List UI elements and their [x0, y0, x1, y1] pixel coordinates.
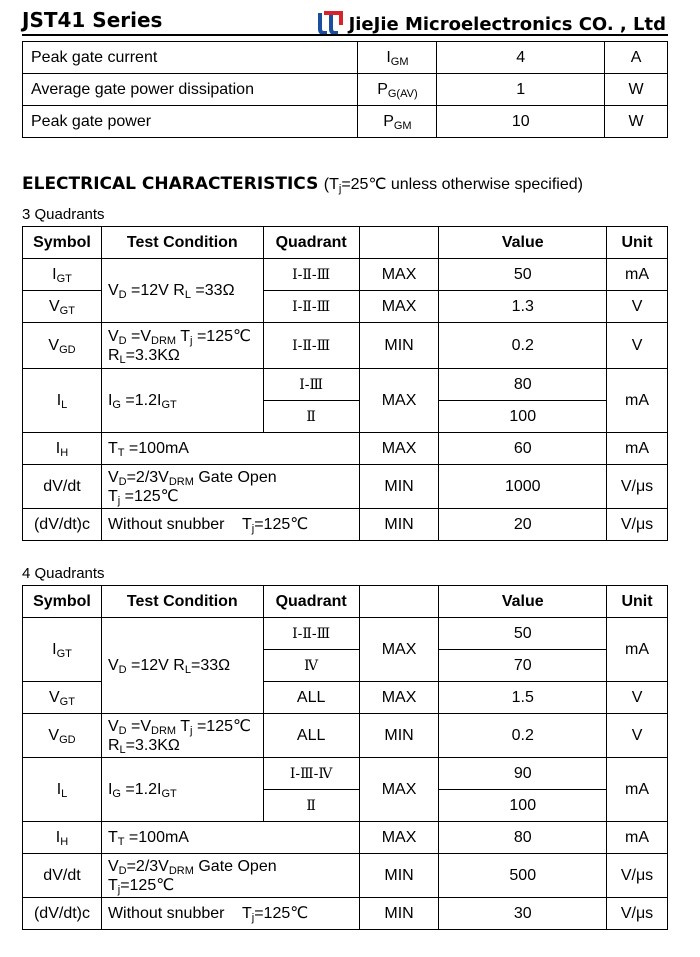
unit-cell: A: [605, 42, 668, 74]
col-test-condition: Test Condition: [101, 227, 263, 259]
symbol-cell: (dV/dt)c: [23, 509, 102, 541]
ratings-table: [22, 41, 668, 138]
limit-cell: MAX: [359, 433, 439, 465]
limit-cell: MIN: [359, 714, 439, 758]
test-condition-cell: $I_G =1.2I_{GT}$: [101, 758, 263, 822]
symbol-cell: $P_{GM}$: [358, 106, 437, 138]
value-cell: 1.5: [439, 682, 607, 714]
value-cell: 1000: [439, 465, 607, 509]
col-unit: Unit: [607, 586, 668, 618]
table-header-row: [23, 586, 668, 618]
col-value: Value: [439, 586, 607, 618]
quadrant-cell: Ⅰ-Ⅲ-Ⅳ: [263, 758, 359, 790]
unit-cell: V/μs: [607, 509, 668, 541]
value-cell: 100: [439, 790, 607, 822]
symbol-cell: $I_L$: [23, 369, 102, 433]
quadrant-cell: Ⅳ: [263, 650, 359, 682]
symbol-cell: $V_{GD}$: [23, 323, 102, 369]
unit-cell: W: [605, 74, 668, 106]
table-row: [23, 509, 668, 541]
symbol-cell: $V_{GD}$: [23, 714, 102, 758]
param-cell: Peak gate power: [23, 106, 358, 138]
table-row: [23, 618, 668, 650]
unit-cell: V: [607, 323, 668, 369]
quadrant-cell: Ⅱ: [263, 401, 359, 433]
quadrant-cell: ALL: [263, 682, 359, 714]
test-condition-cell: $I_G =1.2I_{GT}$: [101, 369, 263, 433]
symbol-cell: dV/dt: [23, 854, 102, 898]
value-cell: 4: [437, 42, 605, 74]
value-cell: 0.2: [439, 714, 607, 758]
value-cell: 1: [437, 74, 605, 106]
symbol-cell: $I_{GT}$: [23, 259, 102, 291]
limit-cell: MIN: [359, 509, 439, 541]
symbol-cell: $I_H$: [23, 433, 102, 465]
value-cell: 0.2: [439, 323, 607, 369]
test-condition-cell: $V_D=2/3V_{DRM}$ Gate Open $T_j=125℃$: [101, 854, 359, 898]
table-row: [23, 323, 668, 369]
value-cell: 100: [439, 401, 607, 433]
table-row: [23, 854, 668, 898]
value-cell: 500: [439, 854, 607, 898]
quadrant-cell: Ⅰ-Ⅱ-Ⅲ: [263, 291, 359, 323]
limit-cell: MAX: [359, 291, 439, 323]
company-name-text: JieJie Microelectronics CO. , Ltd: [348, 13, 666, 35]
table-row: [23, 42, 668, 74]
limit-cell: MIN: [359, 854, 439, 898]
limit-cell: MAX: [359, 758, 439, 822]
col-limit: [359, 227, 439, 259]
unit-cell: mA: [607, 822, 668, 854]
table-row: [23, 433, 668, 465]
table-row: [23, 822, 668, 854]
quadrant-cell: Ⅰ-Ⅱ-Ⅲ: [263, 259, 359, 291]
test-condition-cell: $V_D=2/3V_{DRM}$ Gate Open $T_j$ =125℃: [101, 465, 359, 509]
table-row: [23, 714, 668, 758]
table-row: [23, 898, 668, 930]
q3-title: 3 Quadrants: [22, 206, 105, 223]
limit-cell: MAX: [359, 822, 439, 854]
table-row: [23, 259, 668, 291]
symbol-cell: (dV/dt)c: [23, 898, 102, 930]
value-cell: 70: [439, 650, 607, 682]
value-cell: 80: [439, 369, 607, 401]
symbol-cell: $V_{GT}$: [23, 291, 102, 323]
symbol-cell: $P_{G(AV)}$: [358, 74, 437, 106]
unit-cell: W: [605, 106, 668, 138]
header-rule: [22, 34, 668, 36]
section-title: ELECTRICAL CHARACTERISTICS ($T_j=25℃$ unless otherwise specified): [22, 174, 583, 195]
limit-cell: MAX: [359, 259, 439, 291]
test-condition-cell: $T_T =100mA$: [101, 433, 359, 465]
q3-table: [22, 226, 668, 541]
param-cell: Peak gate current: [23, 42, 358, 74]
unit-cell: V: [607, 714, 668, 758]
table-row: [23, 465, 668, 509]
test-condition-cell: $V_D =V_{DRM}$ $T_j$ =125℃ $R_L=3.3K\Omega$: [101, 714, 263, 758]
test-condition-cell: Without snubber $T_j=125℃$: [101, 898, 359, 930]
table-header-row: [23, 227, 668, 259]
table-row: [23, 106, 668, 138]
limit-cell: MAX: [359, 618, 439, 682]
unit-cell: V/μs: [607, 465, 668, 509]
symbol-cell: $V_{GT}$: [23, 682, 102, 714]
symbol-cell: $I_L$: [23, 758, 102, 822]
col-limit: [359, 586, 439, 618]
value-cell: 1.3: [439, 291, 607, 323]
col-test-condition: Test Condition: [101, 586, 263, 618]
symbol-cell: $I_{GM}$: [358, 42, 437, 74]
table-row: [23, 74, 668, 106]
param-cell: Average gate power dissipation: [23, 74, 358, 106]
quadrant-cell: Ⅰ-Ⅲ: [263, 369, 359, 401]
unit-cell: mA: [607, 369, 668, 433]
unit-cell: V/μs: [607, 854, 668, 898]
value-cell: 10: [437, 106, 605, 138]
limit-cell: MIN: [359, 465, 439, 509]
col-symbol: Symbol: [23, 227, 102, 259]
col-unit: Unit: [607, 227, 668, 259]
limit-cell: MIN: [359, 898, 439, 930]
value-cell: 50: [439, 259, 607, 291]
symbol-cell: $I_H$: [23, 822, 102, 854]
q4-table: [22, 585, 668, 930]
symbol-cell: $I_{GT}$: [23, 618, 102, 682]
value-cell: 50: [439, 618, 607, 650]
col-quadrant: Quadrant: [263, 227, 359, 259]
page-header: [22, 4, 668, 36]
col-quadrant: Quadrant: [263, 586, 359, 618]
series-title: JST41 Series: [22, 8, 163, 32]
test-condition-cell: $V_D =12V$ $R_L=33\Omega$: [101, 618, 263, 714]
limit-cell: MAX: [359, 682, 439, 714]
col-value: Value: [439, 227, 607, 259]
value-cell: 20: [439, 509, 607, 541]
value-cell: 30: [439, 898, 607, 930]
q4-title: 4 Quadrants: [22, 565, 105, 582]
quadrant-cell: Ⅰ-Ⅱ-Ⅲ: [263, 618, 359, 650]
table-row: [23, 369, 668, 401]
limit-cell: MAX: [359, 369, 439, 433]
unit-cell: V: [607, 682, 668, 714]
unit-cell: mA: [607, 259, 668, 291]
value-cell: 80: [439, 822, 607, 854]
limit-cell: MIN: [359, 323, 439, 369]
test-condition-cell: $V_D =V_{DRM}$ $T_j$ =125℃ $R_L=3.3K\Omega$: [101, 323, 263, 369]
quadrant-cell: Ⅱ: [263, 790, 359, 822]
test-condition-cell: Without snubber $T_j=125℃$: [101, 509, 359, 541]
unit-cell: V/μs: [607, 898, 668, 930]
value-cell: 60: [439, 433, 607, 465]
unit-cell: mA: [607, 758, 668, 822]
unit-cell: V: [607, 291, 668, 323]
table-row: [23, 758, 668, 790]
test-condition-cell: $V_D =12V$ $R_L =33\Omega$: [101, 259, 263, 323]
symbol-cell: dV/dt: [23, 465, 102, 509]
test-condition-cell: $T_T =100mA$: [101, 822, 359, 854]
value-cell: 90: [439, 758, 607, 790]
unit-cell: mA: [607, 618, 668, 682]
unit-cell: mA: [607, 433, 668, 465]
quadrant-cell: Ⅰ-Ⅱ-Ⅲ: [263, 323, 359, 369]
col-symbol: Symbol: [23, 586, 102, 618]
quadrant-cell: ALL: [263, 714, 359, 758]
